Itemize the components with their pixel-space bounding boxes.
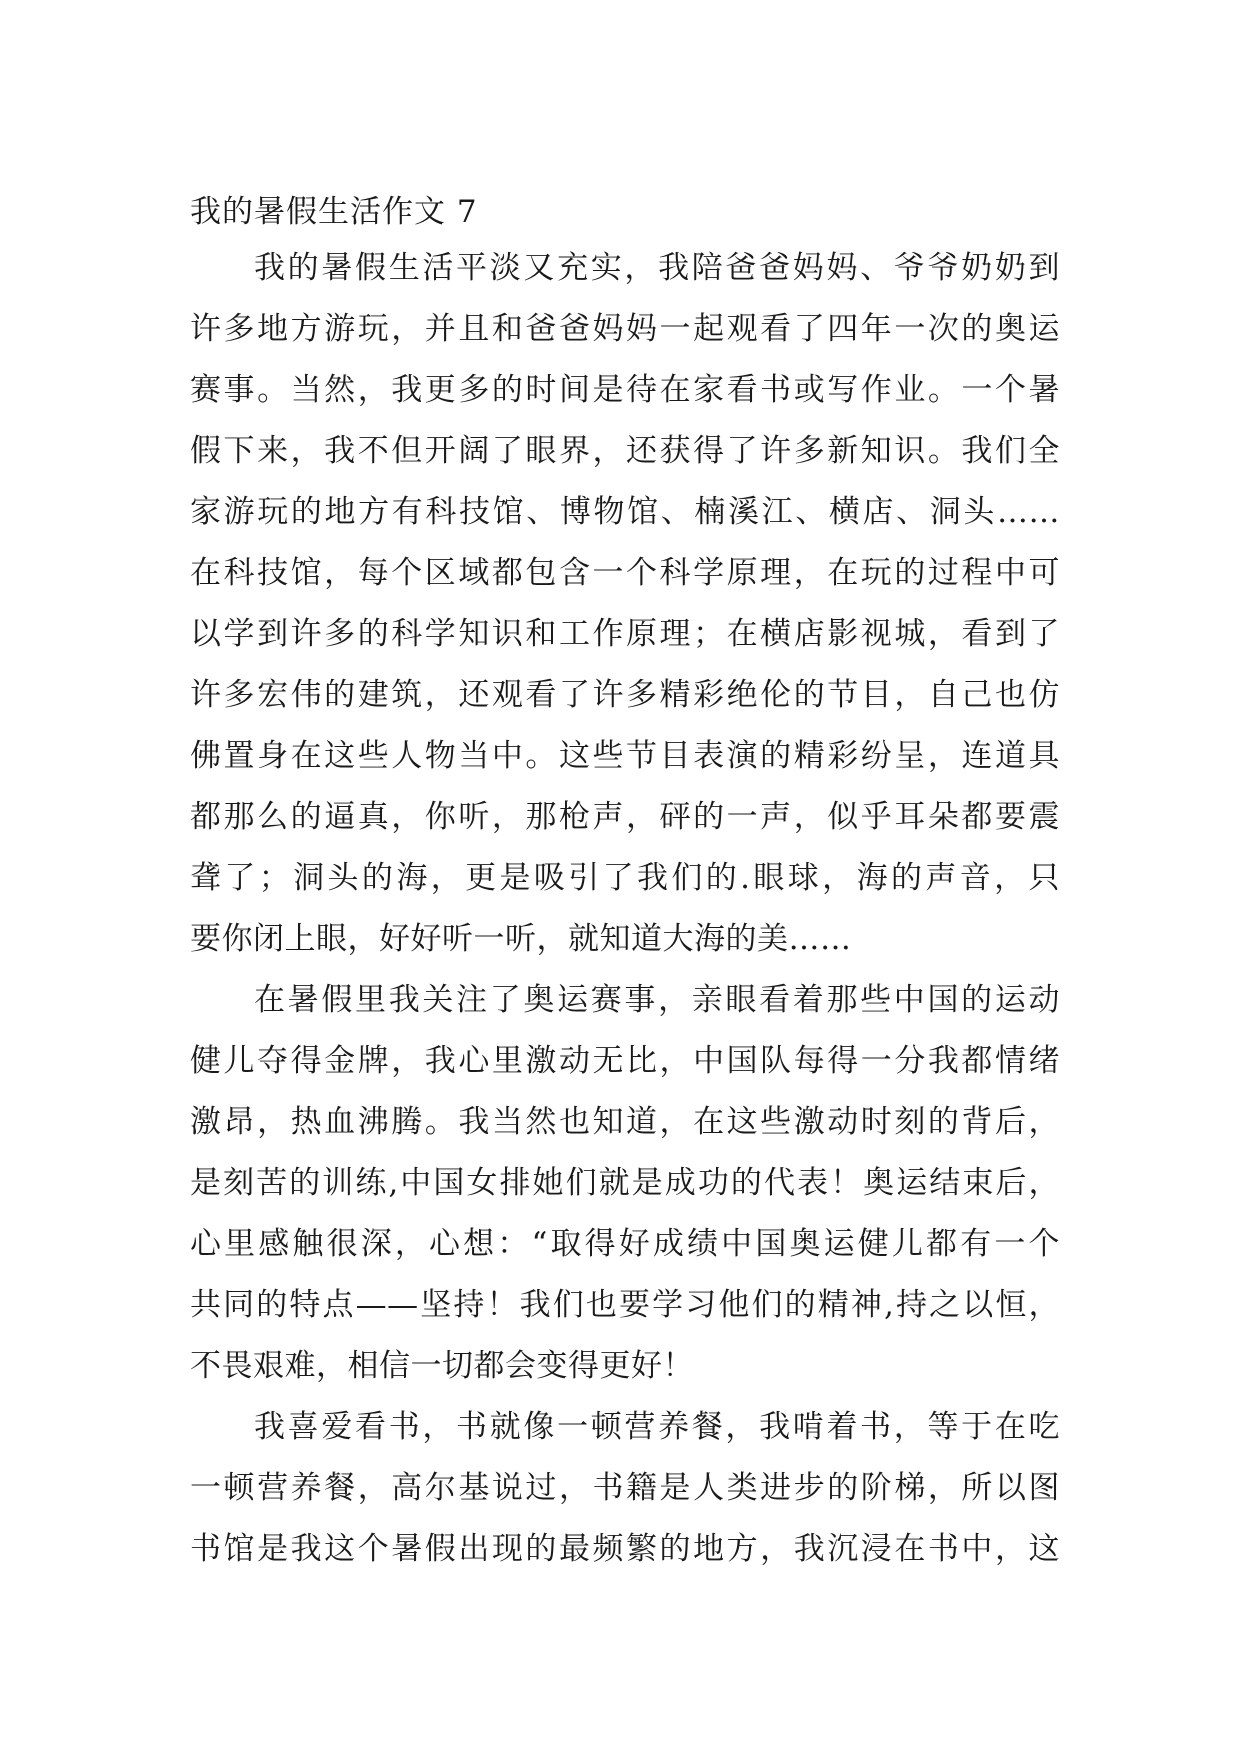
paragraph-line: 书馆是我这个暑假出现的最频繁的地方，我沉浸在书中，这 bbox=[190, 1531, 1060, 1567]
paragraph-line: 在科技馆，每个区域都包含一个科学原理，在玩的过程中可 bbox=[190, 555, 1060, 591]
paragraph-line: 要你闭上眼，好好听一听，就知道大海的美…… bbox=[190, 921, 852, 957]
paragraph-3 bbox=[190, 1397, 1060, 1580]
paragraph-line: 不畏艰难，相信一切都会变得更好！ bbox=[190, 1348, 694, 1384]
paragraph-line: 家游玩的地方有科技馆、博物馆、楠溪江、横店、洞头…… bbox=[190, 494, 1060, 530]
paragraph-line: 以学到许多的科学知识和工作原理；在横店影视城，看到了 bbox=[190, 616, 1060, 652]
paragraph-line: 聋了；洞头的海，更是吸引了我们的.眼球，海的声音，只 bbox=[190, 860, 1060, 896]
paragraph-line: 假下来，我不但开阔了眼界，还获得了许多新知识。我们全 bbox=[190, 433, 1060, 469]
paragraph-line: 在暑假里我关注了奥运赛事，亲眼看着那些中国的运动 bbox=[254, 982, 1060, 1018]
paragraph-line: 激昂，热血沸腾。我当然也知道，在这些激动时刻的背后， bbox=[190, 1104, 1060, 1140]
paragraph-line: 一顿营养餐，高尔基说过，书籍是人类进步的阶梯，所以图 bbox=[190, 1470, 1060, 1506]
paragraph-1 bbox=[190, 238, 1060, 970]
paragraph-line: 许多地方游玩，并且和爸爸妈妈一起观看了四年一次的奥运 bbox=[190, 311, 1060, 347]
paragraph-2 bbox=[190, 970, 1060, 1397]
paragraph-line: 心里感触很深，心想：“取得好成绩中国奥运健儿都有一个 bbox=[190, 1226, 1060, 1262]
paragraph-line: 都那么的逼真，你听，那枪声，砰的一声，似乎耳朵都要震 bbox=[190, 799, 1060, 835]
paragraph-line: 共同的特点——坚持！我们也要学习他们的精神,持之以恒， bbox=[190, 1287, 1060, 1323]
paragraph-line: 佛置身在这些人物当中。这些节目表演的精彩纷呈，连道具 bbox=[190, 738, 1060, 774]
paragraph-line: 我的暑假生活平淡又充实，我陪爸爸妈妈、爷爷奶奶到 bbox=[254, 250, 1060, 286]
paragraph-line: 许多宏伟的建筑，还观看了许多精彩绝伦的节目，自己也仿 bbox=[190, 677, 1060, 713]
document-body bbox=[190, 188, 1060, 1580]
paragraph-line: 健儿夺得金牌，我心里激动无比，中国队每得一分我都情绪 bbox=[190, 1043, 1060, 1079]
paragraph-line: 是刻苦的训练,中国女排她们就是成功的代表！奥运结束后， bbox=[190, 1165, 1060, 1201]
paragraph-line: 赛事。当然，我更多的时间是待在家看书或写作业。一个暑 bbox=[190, 372, 1060, 408]
document-title: 我的暑假生活作文 7 bbox=[190, 194, 478, 230]
paragraph-line: 我喜爱看书，书就像一顿营养餐，我啃着书，等于在吃 bbox=[254, 1409, 1060, 1445]
